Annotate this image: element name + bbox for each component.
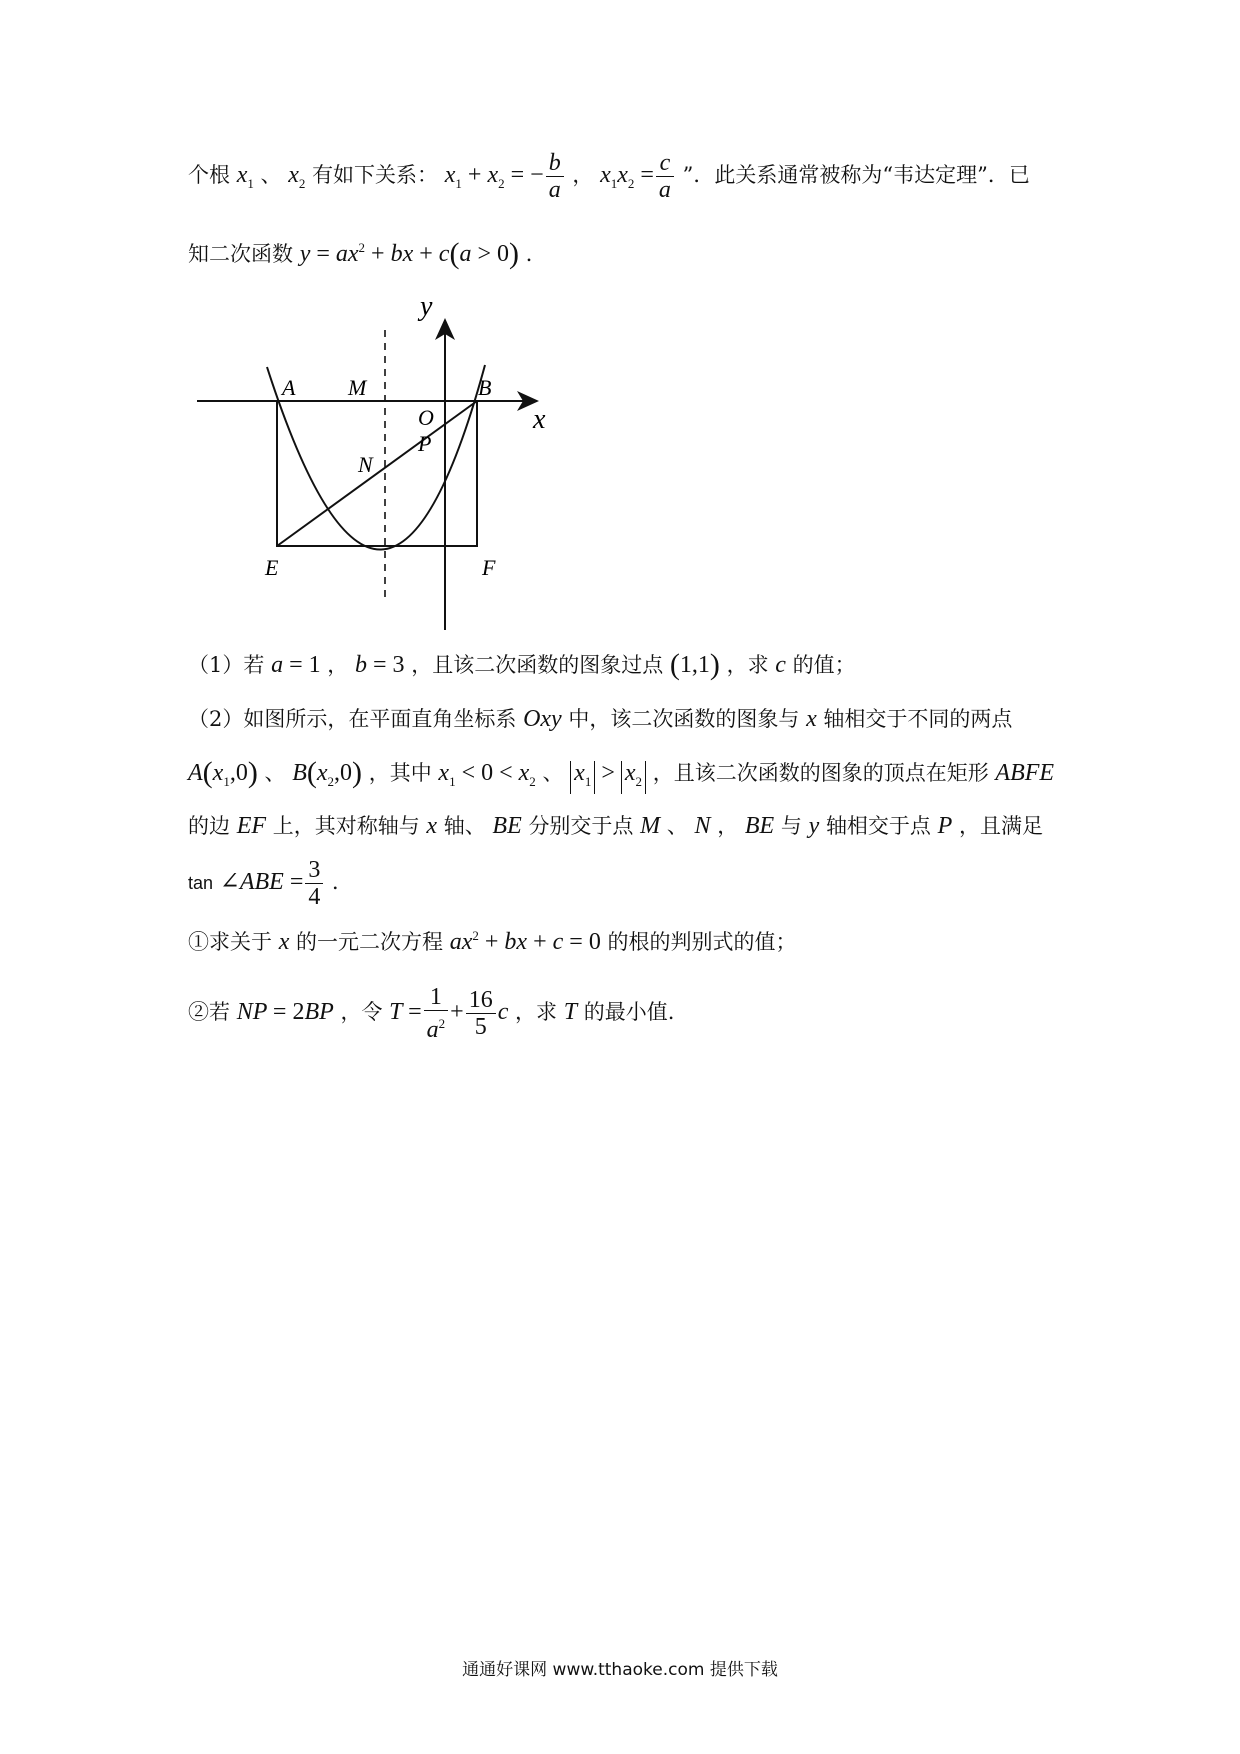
text: 上，其对称轴与 [272,814,420,838]
label-m: M [348,375,367,400]
math-x1: $x_1$ [236,162,254,191]
text: （1）若 [188,653,265,677]
label-e: E [265,555,279,580]
label-f: F [482,555,496,580]
math-ef: EF [236,813,267,839]
label-o: O [418,405,434,430]
math-x: x [426,813,438,839]
math-y: y [808,813,820,839]
text: 中，该二次函数的图象与 [568,707,800,731]
math-point-b: $B(x_2,0)$ [292,756,363,789]
text: 分别交于点 [528,814,634,838]
text: ，求 [515,1000,558,1024]
label-n: N [358,452,373,477]
question-2-line-4 [188,857,353,910]
text: ， [572,163,594,187]
text: 轴相交于不同的两点 [823,707,1013,731]
text: ，令 [340,1000,383,1024]
text: 、 [666,814,688,838]
text: 有如下关系： [312,163,439,187]
text: 、 [542,761,564,785]
text: ，求 [726,653,769,677]
math-b-equals-3: b = 3 [354,652,405,678]
math-vieta-product: $x_1x_2$ = [600,162,654,191]
math-c: c [775,652,786,678]
math-c: c [497,999,509,1025]
math-n: N [694,813,711,839]
question-2-line-1 [188,704,1012,734]
text: 的一元二次方程 [296,930,444,954]
text: 的值； [792,653,856,677]
text: ，且该二次函数的图象过点 [411,653,664,677]
math-t: T [563,999,578,1025]
text: 轴、 [443,814,486,838]
intro-line-2 [188,233,547,269]
question-2-line-2 [188,758,1054,797]
text: 轴相交于点 [825,814,931,838]
label-b: B [478,375,492,400]
math-point-1-1: (1,1) [669,648,720,681]
math-vieta-sum: $x_1 + x_2$ = − [444,162,544,191]
fraction-c-over-a: $\frac{c}{a}$ [656,150,674,203]
math-np-equals-2bp: NP = 2BP [236,999,334,1025]
text: 、 [260,163,282,187]
text: ②若 [188,1000,230,1024]
fraction-b-over-a: $\frac{b}{a}$ [546,150,564,203]
math-abs-inequality: $x_1 > x_2$ [570,760,646,786]
segment-be [277,401,477,546]
math-t-definition: T = [389,999,422,1025]
text: ． [525,242,547,266]
text: ①求关于 [188,930,272,954]
text: ，且满足 [958,814,1043,838]
parabola-rectangle-figure [185,285,565,640]
label-y: y [420,291,433,322]
text: ”．此关系通常被称为“韦达定理”．已 [682,163,1030,187]
text: 与 [780,814,802,838]
intro-line-1 [188,150,1030,203]
math-oxy: Oxy [523,706,562,732]
text: ，其中 [368,761,432,785]
math-x1-lt-0-lt-x2: $x_1 < 0 < x_2$ [438,760,536,789]
fraction-3-over-4: $\frac{3}{4}$ [305,857,323,910]
text: 知二次函数 [188,242,293,266]
text: tan [188,873,214,893]
math-a-equals-1: a = 1 [271,652,321,678]
question-1 [188,650,856,680]
parabola [267,365,485,550]
text: （2）如图所示，在平面直角坐标系 [188,707,517,731]
math-m: M [640,813,661,839]
sub-question-1 [188,921,797,957]
text: 的最小值. [583,1000,675,1024]
math-x2: $x_2$ [288,162,306,191]
text: 、 [264,761,286,785]
math-x: x [278,929,290,955]
math-abfe: ABFE [995,760,1055,786]
math-quadratic-function: $y = ax^2$ + bx + c(a > 0) [299,237,519,270]
math-quadratic-equation: $ax^2$ + bx + c = 0 [449,928,601,955]
math-x: x [806,706,817,732]
question-2-line-3 [188,811,1043,841]
math-point-a: $A(x_1,0)$ [188,756,258,789]
label-x: x [533,404,546,435]
math-be: BE [744,813,775,839]
math-p: P [937,813,953,839]
text: ， [717,814,739,838]
math-angle-abe: ∠ABE = [219,869,304,895]
text: ， [327,653,349,677]
label-p: P [418,431,432,456]
footer-watermark: 通通好课网 www.tthaoke.com 提供下载 [462,1660,778,1680]
fraction-16-over-5: $\frac{16}{5}$ [466,987,496,1040]
fraction-1-over-a-squared: $\frac{1}{a^2}$ [424,984,449,1043]
text: ，且该二次函数的图象的顶点在矩形 [652,761,989,785]
label-a: A [282,375,296,400]
text: 的边 [188,814,230,838]
sub-question-2: ②若 NP = 2BP ，令 T = $\frac{1}{a^2}$ + $\frac{16}{5}$ c ，求 T 的最小值. [188,984,675,1043]
text: 个根 [188,163,230,187]
text: ． [332,870,354,894]
text: 的根的判别式的值； [607,930,797,954]
math-be: BE [492,813,522,839]
